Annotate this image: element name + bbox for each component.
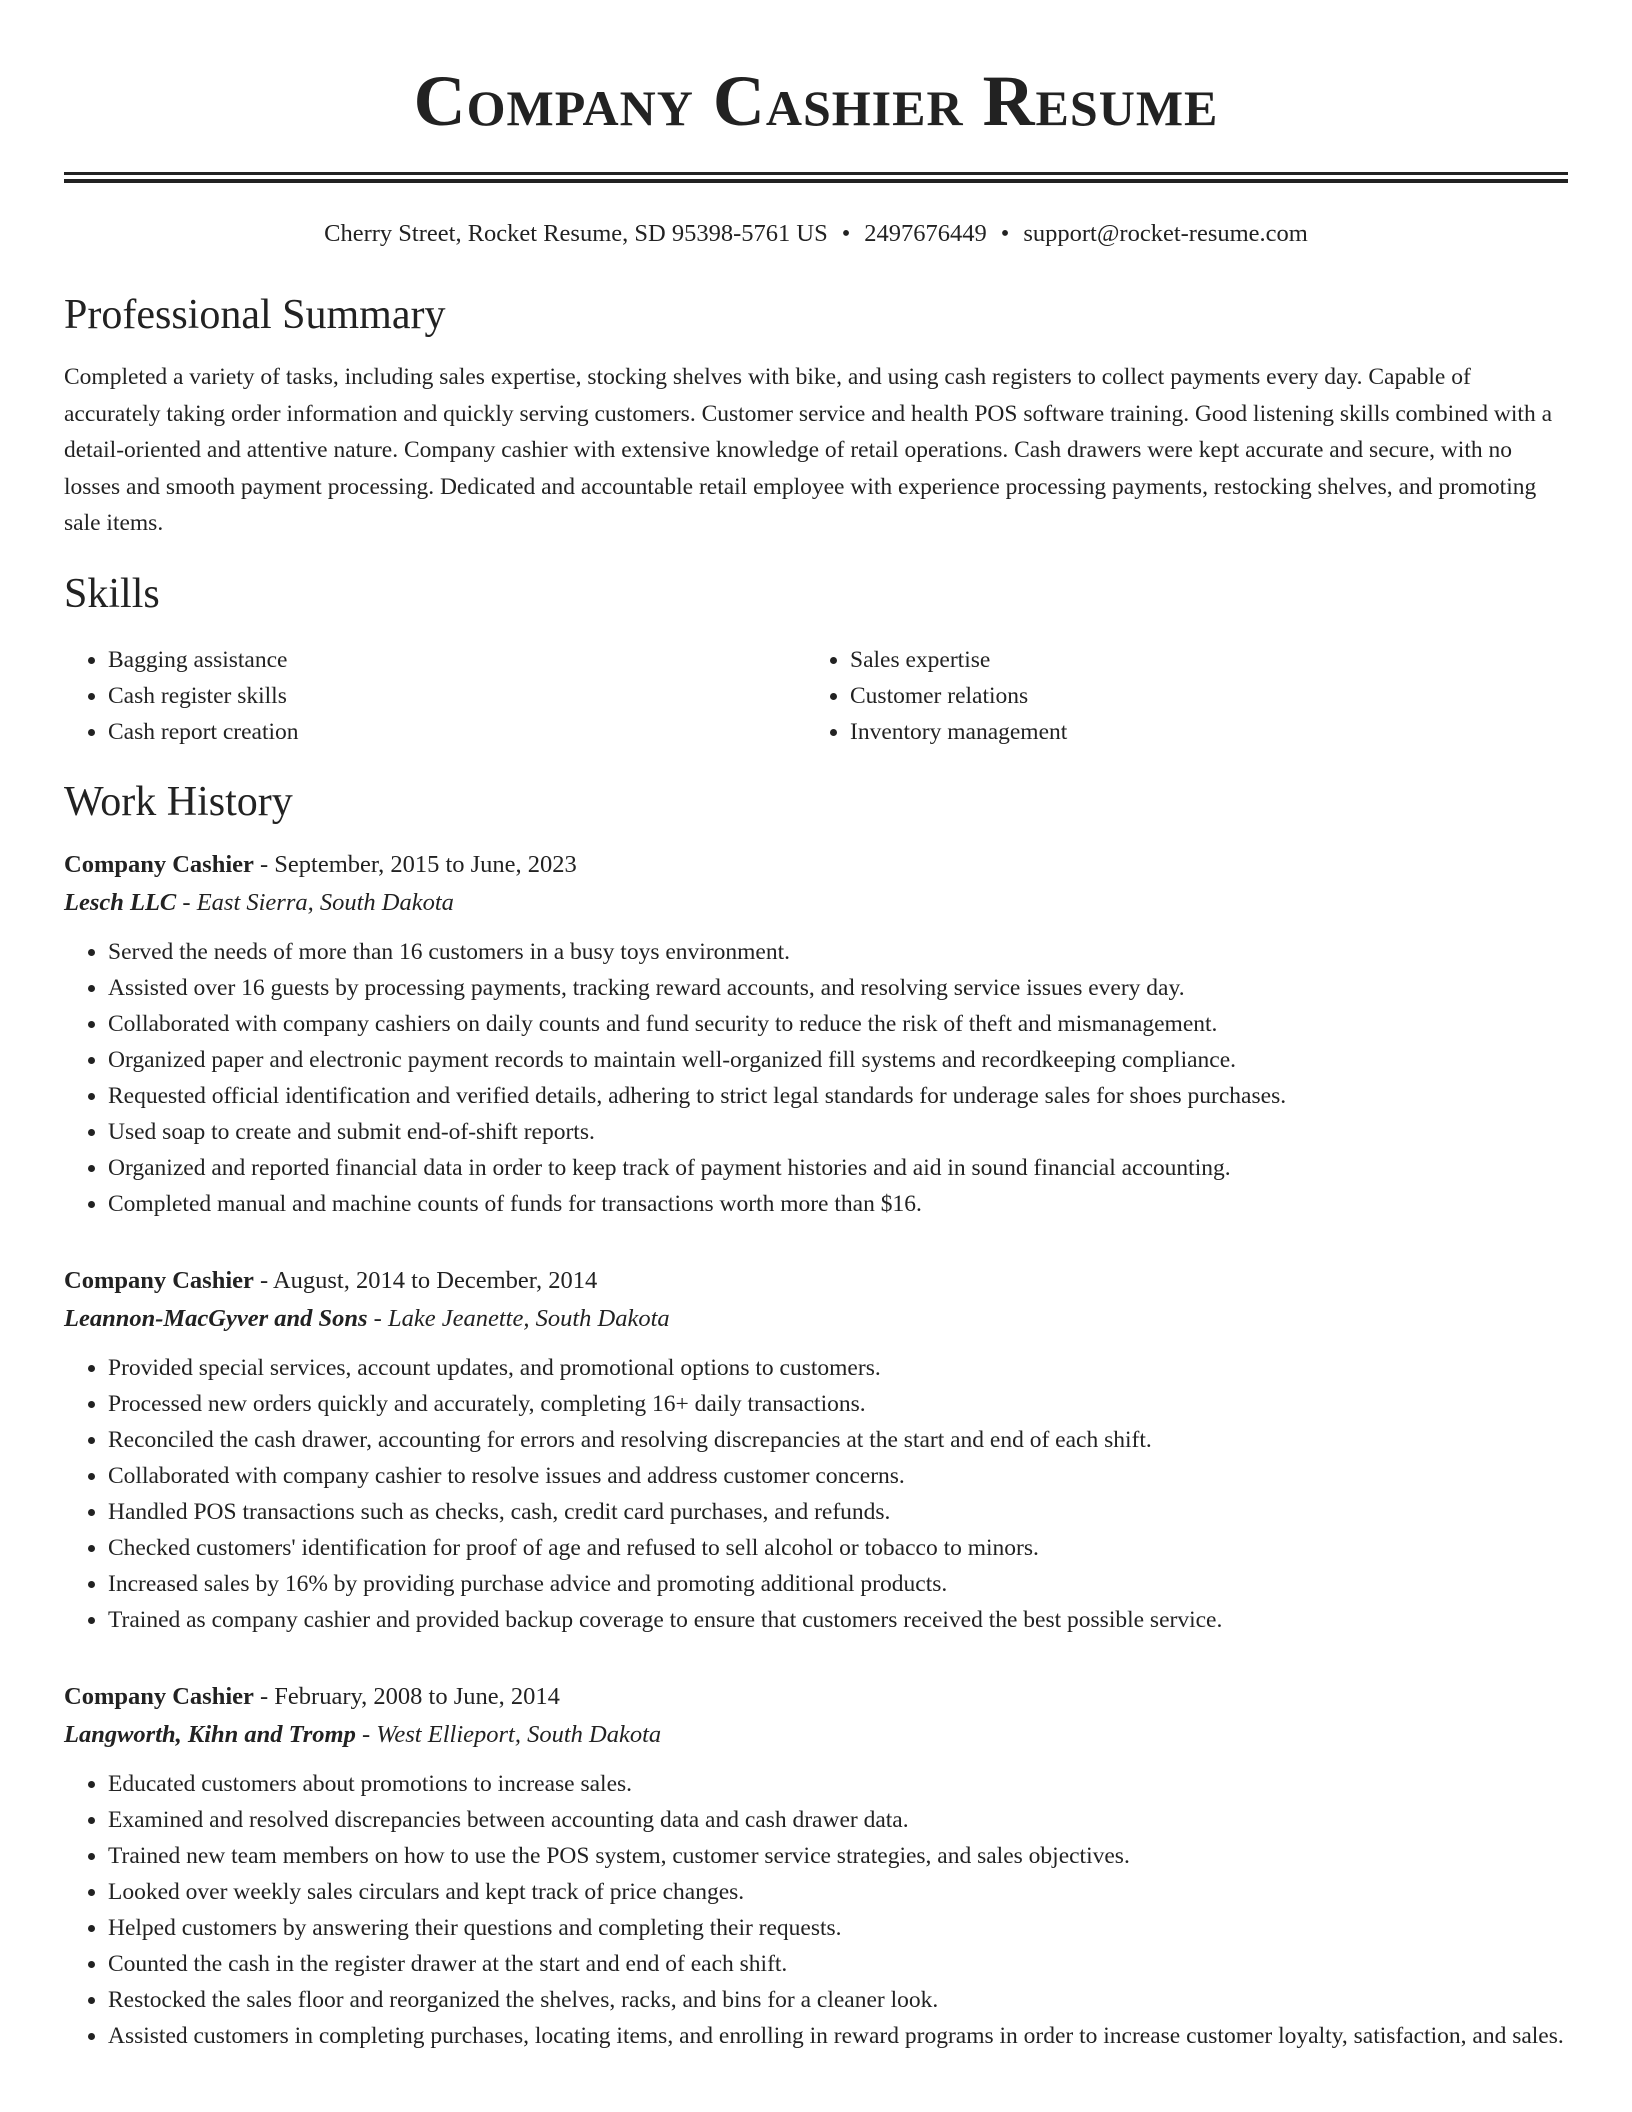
job-location: - East Sierra, South Dakota	[176, 888, 454, 916]
summary-heading: Professional Summary	[64, 292, 446, 338]
job-bullet: • Helped customers by answering their questions and completing their requests.	[108, 1910, 1568, 1946]
job-bullet: • Requested official identification and verified details, adhering to strict legal standards for underage sales for shoes purchases.	[108, 1078, 1568, 1114]
skills-column-right	[806, 642, 1548, 750]
job-bullet: • Served the needs of more than 16 customers in a busy toys environment.	[108, 934, 1568, 970]
job-bullet: • Used soap to create and submit end-of-shift reports.	[108, 1114, 1568, 1150]
job-bullet: • Reconciled the cash drawer, accounting for errors and resolving discrepancies at the start and end of each shift.	[108, 1422, 1568, 1458]
job-entry	[64, 846, 1568, 1222]
job-bullet: • Trained as company cashier and provided backup coverage to ensure that customers received the best possible service.	[108, 1602, 1568, 1638]
contact-email[interactable]: support@rocket-resume.com	[1023, 220, 1308, 247]
work-history-heading: Work History	[64, 778, 293, 825]
job-bullet: • Processed new orders quickly and accurately, completing 16+ daily transactions.	[108, 1386, 1568, 1422]
contact-line	[64, 219, 1568, 249]
job-company-line	[64, 884, 1568, 922]
skill-item: • Cash report creation	[108, 714, 806, 750]
job-company: Leannon-MacGyver and Sons	[64, 1304, 368, 1332]
contact-separator: •	[841, 220, 851, 247]
job-bullets	[64, 1766, 1568, 2054]
job-company-line	[64, 1716, 1568, 1754]
job-bullet: • Checked customers' identification for proof of age and refused to sell alcohol or tobacco to minors.	[108, 1530, 1568, 1566]
job-company: Langworth, Kihn and Tromp	[64, 1720, 356, 1748]
job-bullet: • Handled POS transactions such as checks, cash, credit card purchases, and refunds.	[108, 1494, 1568, 1530]
job-entry	[64, 1262, 1568, 1638]
job-bullet: • Examined and resolved discrepancies between accounting data and cash drawer data.	[108, 1802, 1568, 1838]
skills-list	[64, 642, 1568, 750]
job-bullet: • Trained new team members on how to use the POS system, customer service strategies, and sales objectives.	[108, 1838, 1568, 1874]
contact-separator: •	[1000, 220, 1010, 247]
job-bullet: • Counted the cash in the register drawer at the start and end of each shift.	[108, 1946, 1568, 1982]
job-bullet: • Looked over weekly sales circulars and kept track of price changes.	[108, 1874, 1568, 1910]
job-bullet: • Provided special services, account updates, and promotional options to customers.	[108, 1350, 1568, 1386]
job-bullet: • Restocked the sales floor and reorganized the shelves, racks, and bins for a cleaner look.	[108, 1982, 1568, 2018]
title-divider	[64, 172, 1568, 183]
job-company: Lesch LLC	[64, 888, 177, 916]
skill-item: • Cash register skills	[108, 678, 806, 714]
resume-title: Company Cashier Resume	[413, 61, 1219, 141]
skill-item: • Customer relations	[850, 678, 1548, 714]
job-header	[64, 1678, 1568, 1716]
skill-item: • Inventory management	[850, 714, 1548, 750]
job-bullets	[64, 934, 1568, 1222]
job-title: Company Cashier	[64, 1266, 254, 1294]
skills-column-left	[64, 642, 806, 750]
summary-text: Completed a variety of tasks, including sales expertise, stocking shelves with bike, and using cash registers to collect payments every day. Capable of accurately taking order information and quickly serving customers. Customer service and health POS software training. Good listening skills combined with a detail-oriented and attentive nature. Company cashier with extensive knowledge of retail operations. Cash drawers were kept accurate and secure, with no losses and smooth payment processing. Dedicated and accountable retail employee with experience processing payments, restocking shelves, and promoting sale items.	[64, 364, 1552, 536]
job-bullet: • Assisted customers in completing purchases, locating items, and enrolling in reward programs in order to increase customer loyalty, satisfaction, and sales.	[108, 2018, 1568, 2054]
job-header	[64, 846, 1568, 884]
job-bullet: • Organized and reported financial data in order to keep track of payment histories and aid in sound financial accounting.	[108, 1150, 1568, 1186]
job-header	[64, 1262, 1568, 1300]
job-bullet: • Educated customers about promotions to increase sales.	[108, 1766, 1568, 1802]
contact-address: Cherry Street, Rocket Resume, SD 95398-5761 US	[324, 220, 828, 247]
job-bullet: • Collaborated with company cashiers on daily counts and fund security to reduce the risk of theft and mismanagement.	[108, 1006, 1568, 1042]
job-dates: - February, 2008 to June, 2014	[253, 1682, 560, 1710]
job-location: - Lake Jeanette, South Dakota	[367, 1304, 670, 1332]
contact-phone: 2497676449	[864, 220, 987, 247]
skill-item: • Sales expertise	[850, 642, 1548, 678]
job-bullet: • Collaborated with company cashier to resolve issues and address customer concerns.	[108, 1458, 1568, 1494]
job-bullet: • Completed manual and machine counts of funds for transactions worth more than $16.	[108, 1186, 1568, 1222]
job-location: - West Ellieport, South Dakota	[355, 1720, 662, 1748]
job-dates: - September, 2015 to June, 2023	[253, 850, 577, 878]
job-entry	[64, 1678, 1568, 2054]
job-bullet: • Increased sales by 16% by providing purchase advice and promoting additional products.	[108, 1566, 1568, 1602]
skills-heading: Skills	[64, 570, 160, 617]
job-company-line	[64, 1300, 1568, 1338]
job-title: Company Cashier	[64, 1682, 254, 1710]
job-dates: - August, 2014 to December, 2014	[253, 1266, 598, 1294]
job-bullets	[64, 1350, 1568, 1638]
job-bullet: • Assisted over 16 guests by processing payments, tracking reward accounts, and resolving service issues every day.	[108, 970, 1568, 1006]
job-bullet: • Organized paper and electronic payment records to maintain well-organized fill systems and recordkeeping compliance.	[108, 1042, 1568, 1078]
skill-item: • Bagging assistance	[108, 642, 806, 678]
job-title: Company Cashier	[64, 850, 254, 878]
